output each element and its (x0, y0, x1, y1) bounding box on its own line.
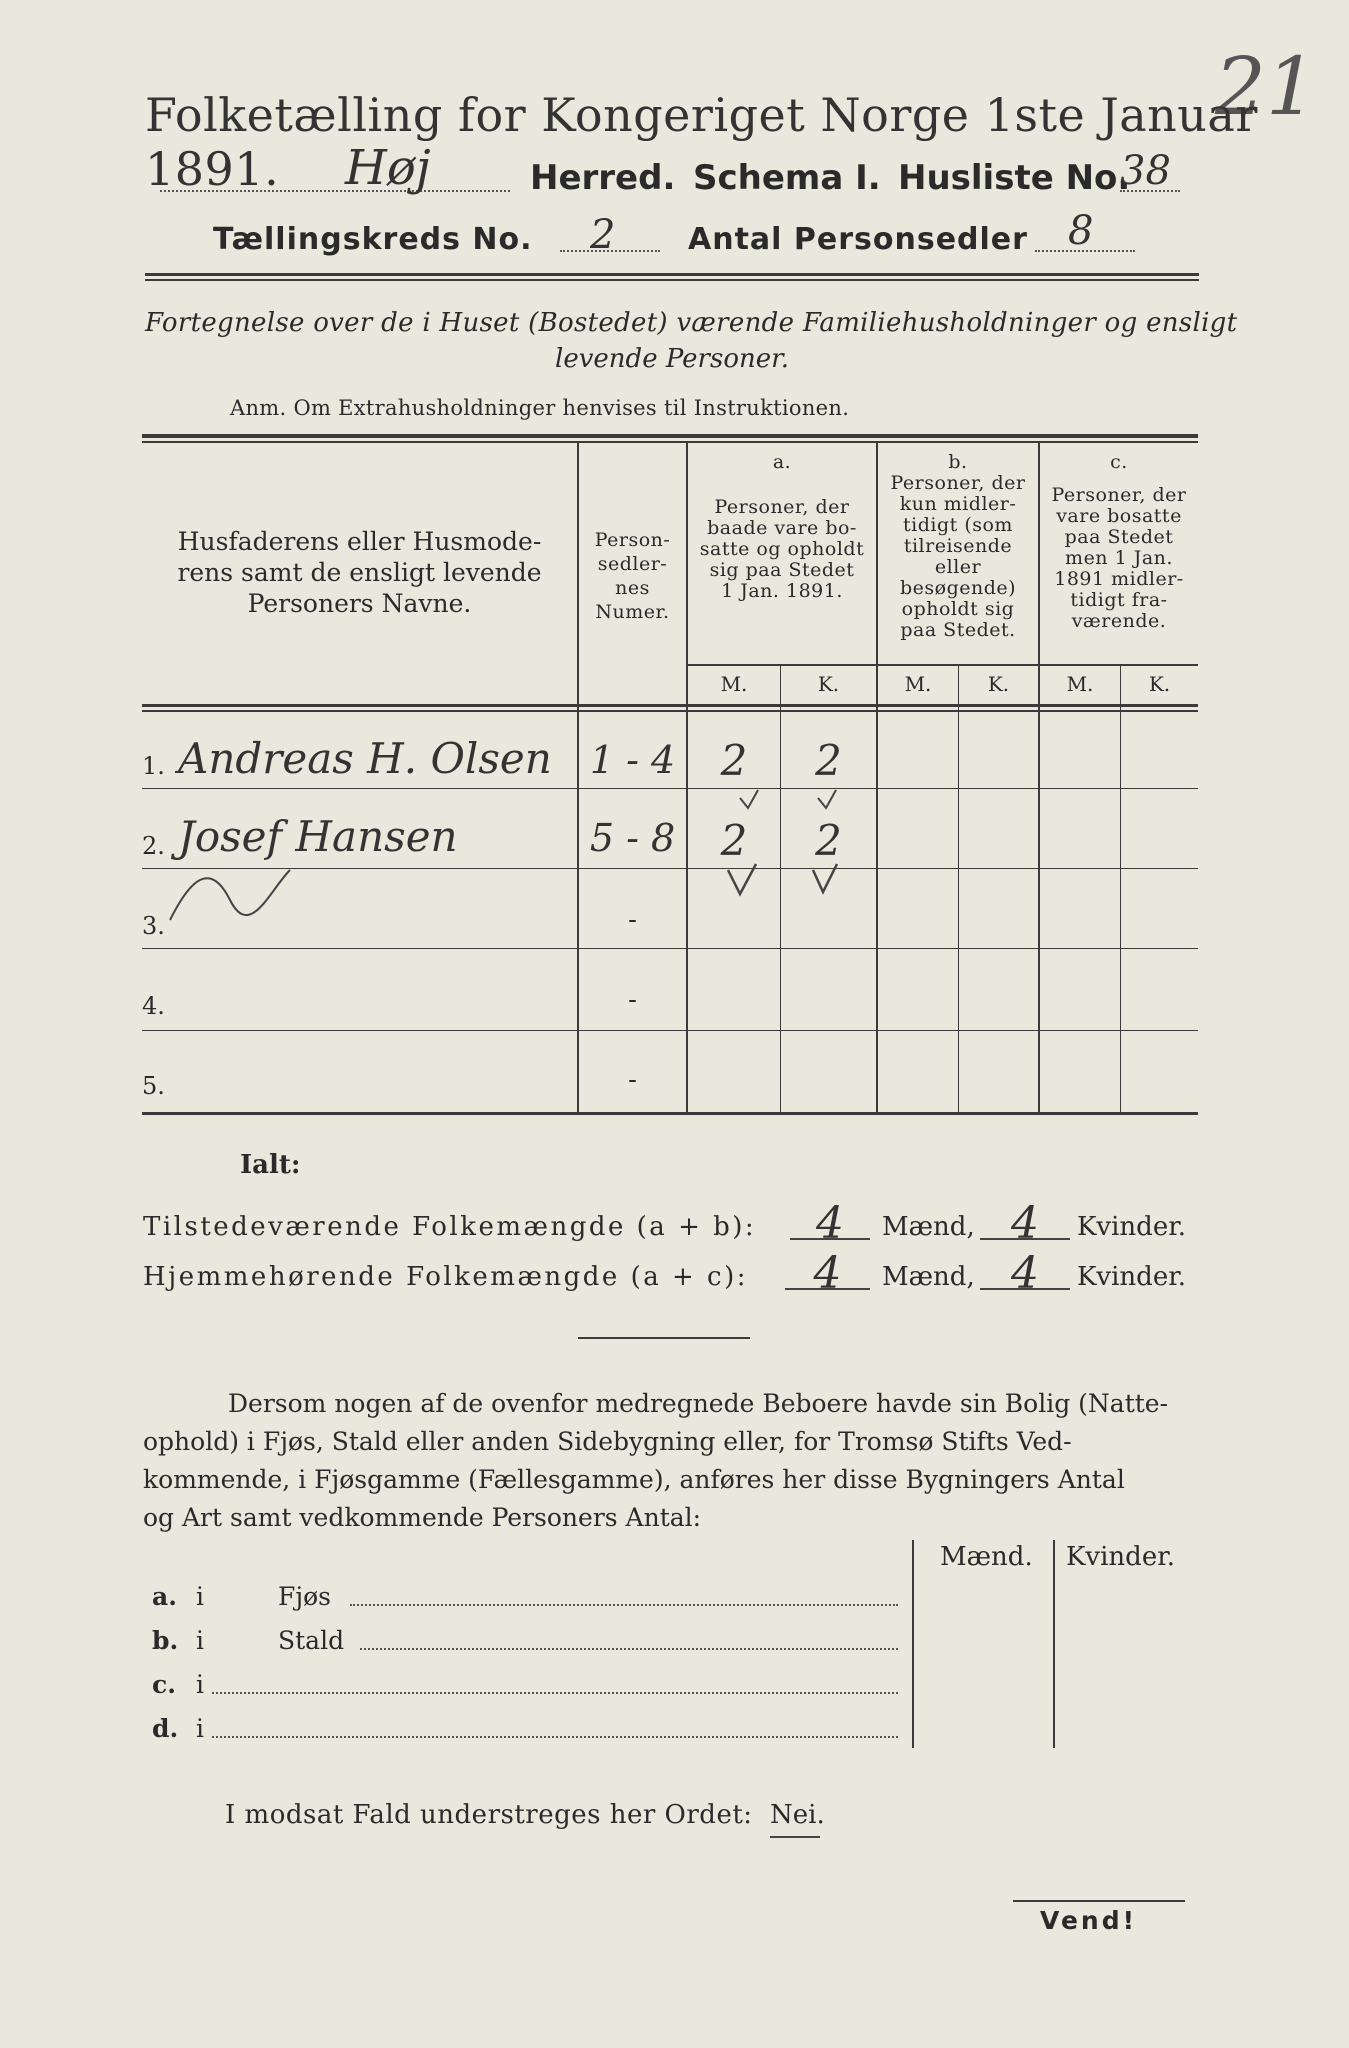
anm-note: Anm. Om Extrahusholdninger henvises til Instruktionen. (230, 396, 850, 420)
mk-b-k: K. (987, 672, 1010, 696)
check-marks (688, 780, 878, 900)
row-numer: - (628, 905, 637, 935)
total-line-2-m: 4 (813, 1248, 842, 1299)
row-name: Josef Hansen (178, 812, 458, 861)
antal-label: Antal Personsedler (688, 222, 1028, 257)
mk-b-m: M. (904, 672, 932, 696)
check-mark-icon (818, 790, 836, 808)
modsat-fald-text: I modsat Fald understreges her Ordet: (225, 1800, 753, 1830)
row-number: 4. (142, 992, 165, 1020)
col-header-name: Husfaderens eller Husmode- rens samt de ensligt levende Personers Navne. (177, 527, 542, 618)
husliste-value: 38 (1120, 148, 1171, 194)
row-number: 3. (142, 912, 165, 940)
check-mark-icon (740, 790, 758, 808)
mk-a-k: K. (817, 672, 840, 696)
mk-c-k: K. (1148, 672, 1171, 696)
husliste-label: Husliste No. (898, 158, 1131, 198)
form-title: Folketælling for Kongeriget Norge 1ste Januar 1891. (145, 88, 1258, 196)
col-header-numer: Person- sedler- nes Numer. (594, 529, 671, 623)
col-header-a: a. Personer, der baade vare bo- satte og opholdt sig paa Stedet 1 Jan. 1891. (699, 451, 865, 602)
row-numer: 5 - 8 (589, 816, 676, 860)
row-name: Andreas H. Olsen (178, 734, 552, 783)
vend-label: Vend! (1040, 1906, 1138, 1935)
row-a-k: 2 (815, 736, 842, 785)
intro-text-1: Fortegnelse over de i Huset (Bostedet) værende Familiehusholdninger og ensligt (145, 308, 1238, 338)
row-a-m: 2 (720, 816, 748, 865)
kreds-value: 2 (590, 212, 616, 258)
total-line-2-maend: Mænd, (882, 1262, 975, 1292)
total-line-2-k: 4 (1011, 1248, 1039, 1299)
census-form-page: 21 Folketælling for Kongeriget Norge 1ste Januar 1891. Høj Herred. Schema I. Husliste No. 38 Tællingskreds No. 2 Antal Personsedler 8 Fortegnelse over de i Huset (Bostedet) værende Familiehusholdninger og ensligt levende Personer. Anm. Om Extrahusholdninger henvises til Instruktionen. Husfaderens eller Husmode- rens samt de ensligt levende Personers Navne. Person- sedler- nes Numer. a. Personer, der baade vare bo- satte og opholdt sig paa Stedet 1 Jan. 1891. b. Personer, der kun midler- tidigt (som tilreisende eller besøgende) opholdt sig paa Stedet. c. Personer, der vare bosatte paa Stedet men 1 Jan. 1891 midler- tidigt fra- værende. M. K. M. K. M. K. 1. Andreas H. Olsen 1 - 4 2 2 2. Josef Hansen 5 - 8 2 2 3. - 4. - 5. - Ialt: Tilstedeværende Folkemængde (a + b): 4 Mænd, 4 Kvinder. Hjemmehørende Folkemængde (a + c): 4 Mænd, 4 Kvinder. Dersom nogen af de ovenfor medregnede Beboere havde sin Bolig (Natte- ophold) i Fjøs, Stald eller anden Sidebygning eller, for Tromsø Stifts Ved- kommende, i Fjøsgamme (Fællesgamme), anføres her disse Bygningers Antal og Art samt vedkommende Personers Antal: Mænd. Kvinder. a. i Fjøs b. i Stald c. i d. i I modsat Fald understreges her Ordet: Nei. Vend! (0, 0, 1349, 2048)
mk-c-m: M. (1066, 672, 1094, 696)
check-mark-icon (813, 864, 837, 892)
page-number: 21 (1215, 40, 1317, 133)
total-line-2-label: Hjemmehørende Folkemængde (a + c): (143, 1262, 748, 1292)
mk-a-m: M. (720, 672, 748, 696)
antal-value: 8 (1068, 208, 1094, 254)
schema-label: Schema I. (693, 158, 881, 198)
row-a-k: 2 (815, 816, 842, 865)
total-line-1-label: Tilstedeværende Folkemængde (a + b): (143, 1212, 757, 1242)
herred-value: Høj (345, 140, 431, 196)
row-numer: 1 - 4 (589, 738, 676, 782)
row-number: 5. (142, 1072, 165, 1100)
kreds-label: Tællingskreds No. (213, 222, 533, 257)
pen-stroke (150, 850, 310, 930)
row-number: 2. (142, 832, 165, 860)
total-line-1-k: 4 (1011, 1198, 1039, 1249)
bolig-maend-header: Mænd. (940, 1542, 1033, 1572)
row-number: 1. (142, 752, 165, 780)
row-a-m: 2 (720, 736, 748, 785)
row-numer: - (628, 1065, 637, 1095)
herred-label: Herred. (530, 158, 676, 198)
col-header-b: b. Personer, der kun midler- tidigt (som tilreisende eller besøgende) opholdt sig paa Stedet. (890, 451, 1026, 641)
check-mark-icon (728, 864, 756, 894)
intro-text-2: levende Personer. (555, 344, 789, 374)
nei-word: Nei. (770, 1800, 825, 1830)
bolig-paragraph: Dersom nogen af de ovenfor medregnede Beboere havde sin Bolig (Natte- ophold) i Fjøs, Stald eller anden Sidebygning eller, for Tromsø Stifts Ved- kommende, i Fjøsgamme (Fællesgamme), anføres her disse Bygningers Antal og Art samt vedkommende Personers Antal: (143, 1389, 1169, 1532)
ialt-label: Ialt: (240, 1150, 301, 1180)
row-numer: - (628, 985, 637, 1015)
total-line-1-maend: Mænd, (882, 1212, 975, 1242)
total-line-1-m: 4 (816, 1198, 844, 1249)
total-line-1-kvinder: Kvinder. (1077, 1212, 1187, 1242)
total-line-2-kvinder: Kvinder. (1077, 1262, 1187, 1292)
col-header-c: c. Personer, der vare bosatte paa Stedet men 1 Jan. 1891 midler- tidigt fra- værende. (1051, 451, 1187, 632)
bolig-kvinder-header: Kvinder. (1066, 1542, 1176, 1572)
